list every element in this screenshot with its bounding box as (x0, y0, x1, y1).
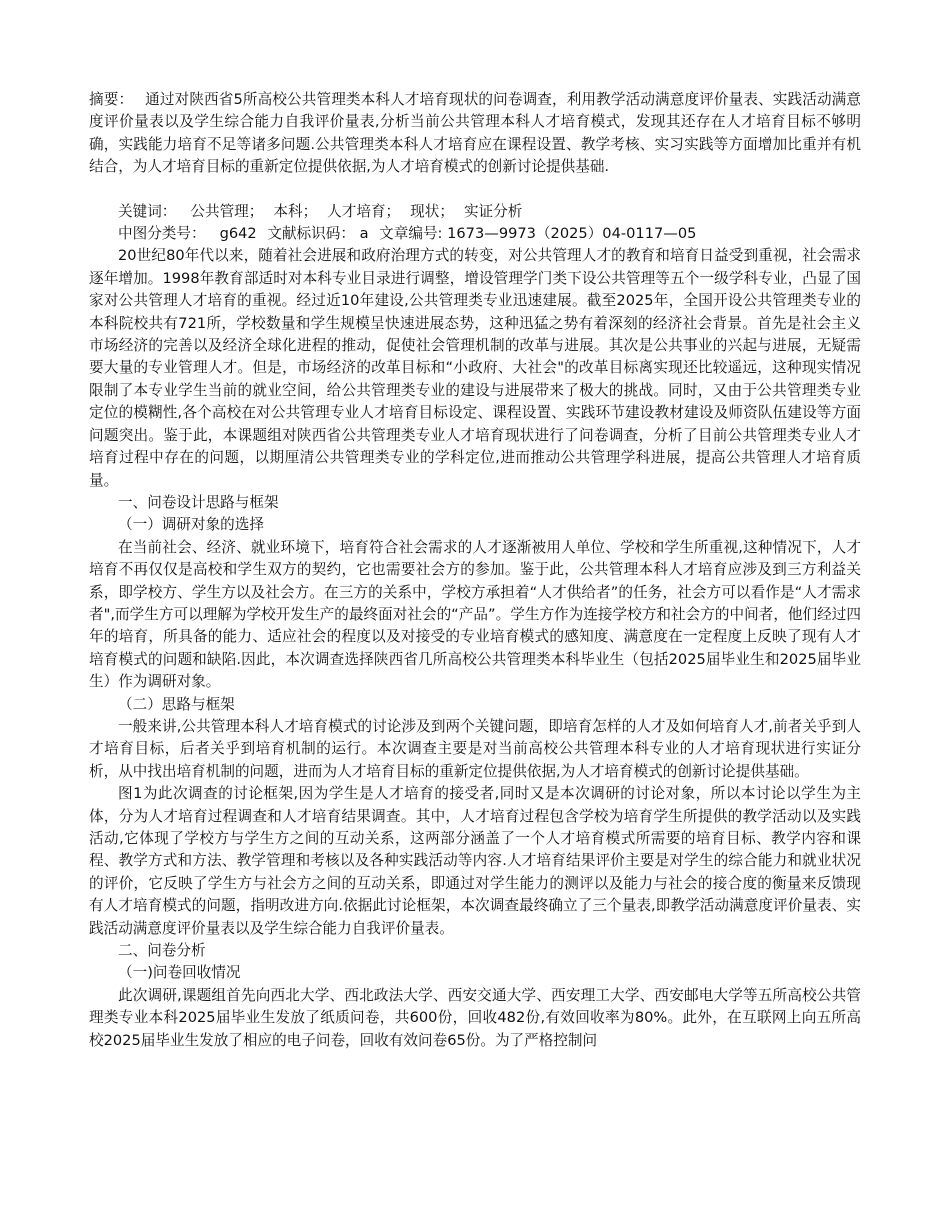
article-number-value: 1673—9973（2025）04-0117—05 (447, 225, 697, 243)
keyword: 现状； (410, 202, 454, 220)
clc-label: 中图分类号： (118, 225, 206, 243)
paragraph-framework-detail: 图1为此次调查的讨论框架,因为学生是人才培育的接受者,同时又是本次调研的讨论对象，所以本讨论以学生为主体，分为人才培育过程调查和人才培育结果调查。其中，人才培育过程包含学校为培育学生所提供的教学活动以及实践活动,它体现了学校方与学生方之间的互动关系，这两部分涵盖了一个人才培育模式所需要的培育目标、教学内容和课程、教学方式和方法、教学管理和考核以及各种实践活动等内容.人才培育结果评价主要是对学生的综合能力和就业状况的评价，它反映了学生方与社会方之间的互动关系，即通过对学生能力的测评以及能力与社会的接合度的衡量来反馈现有人才培育模式的问题，指明改进方向.依据此讨论框架，本次调查最终确立了三个量表,即教学活动满意度评价量表、实践活动满意度评价量表以及学生综合能力自我评价量表。 (89, 785, 861, 937)
doc-code-value: a (359, 225, 369, 243)
keywords-line (89, 201, 861, 223)
paragraph-framework-intro: 一般来讲,公共管理本科人才培育模式的讨论涉及到两个关键问题，即培育怎样的人才及如何培育人才,前者关乎到人才培育目标，后者关乎到培育机制的运行。本次调查主要是对当前高校公共管理本科专业的人才培育现状进行实证分析，从中找出培育机制的问题，进而为人才培育目标的重新定位提供依据,为人才培育模式的创新讨论提供基础。 (89, 717, 861, 780)
paragraph-survey-recovery: 此次调研,课题组首先向西北大学、西北政法大学、西安交通大学、西安理工大学、西安邮电大学等五所高校公共管理类专业本科2025届毕业生发放了纸质问卷，共600份，回收482份,有效回收率为80%。此外，在互联网上向五所高校2025届毕业生发放了相应的电子问卷，回收有效问卷65份。为了严格控制问 (89, 986, 861, 1049)
article-page (89, 89, 861, 1052)
abstract (89, 89, 861, 179)
keyword: 公共管理； (190, 202, 264, 220)
doc-code-label: 文献标识码： (267, 225, 355, 243)
subsection-heading-1-1: （一）调研对象的选择 (118, 516, 264, 534)
article-number-label: 文章编号: (379, 225, 443, 243)
subsection-heading-1-2: （二）思路与框架 (118, 695, 235, 713)
clc-value: g642 (219, 225, 257, 243)
section-heading-1: 一、问卷设计思路与框架 (118, 493, 279, 511)
section-heading-2: 二、问卷分析 (118, 942, 206, 960)
keyword: 人才培育； (327, 202, 401, 220)
subsection-heading-2-1: （一)问卷回收情况 (118, 964, 241, 982)
abstract-label: 摘要： (89, 91, 134, 108)
abstract-text: 通过对陕西省5所高校公共管理类本科人才培育现状的问卷调查，利用教学活动满意度评价量表、实践活动满意度评价量表以及学生综合能力自我评价量表,分析当前公共管理本科人才培育模式，发现其还存在人才培育目标不够明确，实践能力培育不足等诸多问题.公共管理类本科人才培育应在课程设置、教学考核、实习实践等方面增加比重并有机结合，为人才培育目标的重新定位提供依据,为人才培育模式的创新讨论提供基础. (89, 91, 861, 176)
classification-line (89, 223, 861, 245)
intro-paragraph: 20世纪80年代以来，随着社会进展和政府治理方式的转变，对公共管理人才的教育和培育日益受到重视，社会需求逐年增加。1998年教育部适时对本科专业目录进行调整，增设管理学门类下设公共管理等五个一级学科专业，凸显了国家对公共管理人才培育的重视。经过近10年建设,公共管理类专业迅速建展。截至2025年，全国开设公共管理类专业的本科院校共有721所，学校数量和学生规模呈快速进展态势，这种迅猛之势有着深刻的经济社会背景。首先是社会主义市场经济的完善以及经济全球化进程的推动，促使社会管理机制的改革与进展。其次是公共事业的兴起与进展，无疑需要大量的专业管理人才。但是，市场经济的改革目标和“小政府、大社会"的改革目标离实现还比较遥远，这种现实情况限制了本专业学生当前的就业空间，给公共管理类专业的建设与进展带来了极大的挑战。同时，又由于公共管理类专业定位的模糊性,各个高校在对公共管理专业人才培育目标设定、课程设置、实践环节建设教材建设及师资队伍建设等方面问题突出。鉴于此，本课题组对陕西省公共管理类专业人才培育现状进行了问卷调查，分析了目前公共管理类专业人才培育过程中存在的问题，以期厘清公共管理类专业的学科定位,进而推动公共管理学科进展，提高公共管理人才培育质量。 (89, 247, 861, 489)
paragraph-survey-target: 在当前社会、经济、就业环境下，培育符合社会需求的人才逐渐被用人单位、学校和学生所重视,这种情况下，人才培育不再仅仅是高校和学生双方的契约，它也需要社会方的参加。鉴于此，公共管理本科人才培育应涉及到三方利益关系，即学校方、学生方以及社会方。在三方的关系中，学校方承担着“人才供给者”的任务，社会方可以看作是“人才需求者",而学生方可以理解为学校开发生产的最终面对社会的“产品”。学生方作为连接学校方和社会方的中间者，他们经过四年的培育，所具备的能力、适应社会的程度以及对接受的专业培育模式的感知度、满意度在一定程度上反映了现有人才培育模式的问题和缺陷.因此，本次调查选择陕西省几所高校公共管理类本科毕业生（包括2025届毕业生和2025届毕业生）作为调研对象。 (89, 538, 861, 691)
keyword: 实证分析 (463, 202, 523, 220)
keyword: 本科； (273, 202, 318, 220)
keywords-label: 关键词： (118, 202, 177, 220)
